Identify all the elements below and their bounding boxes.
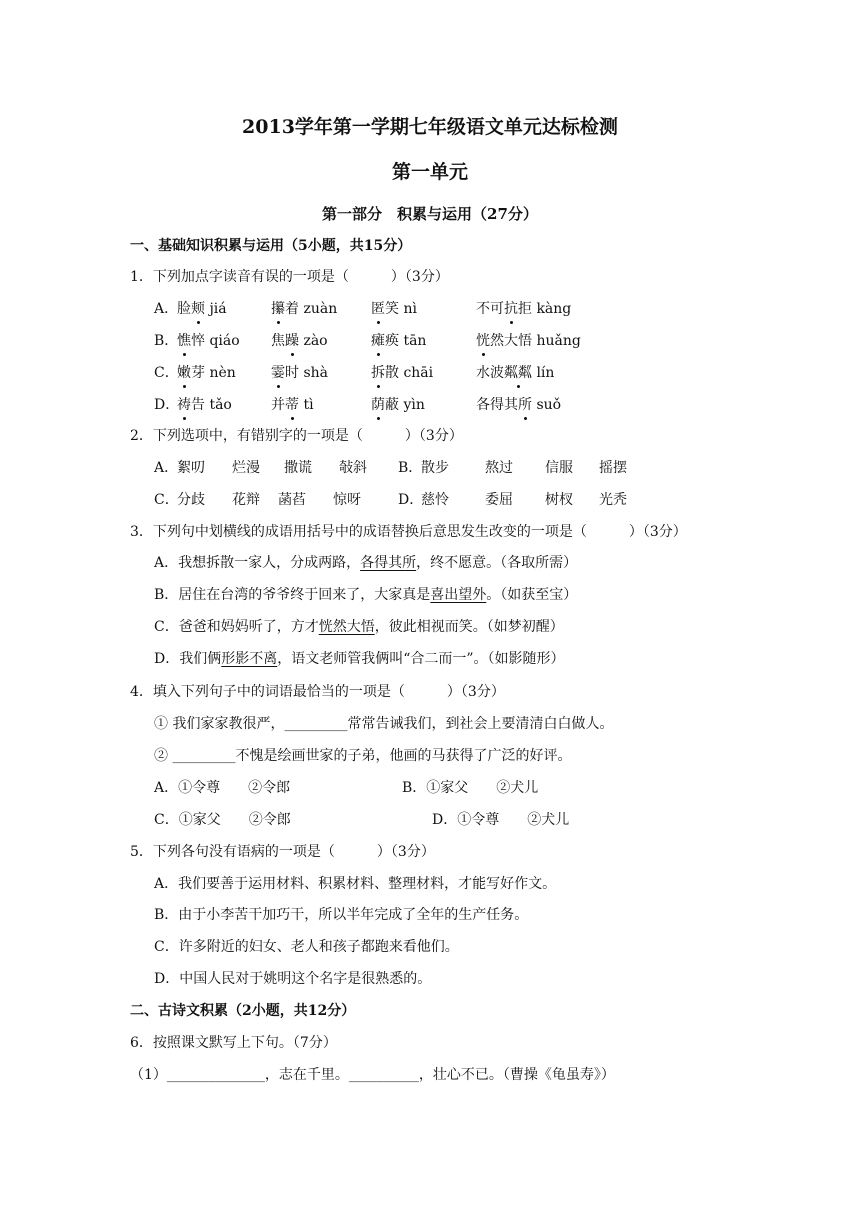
q1-a-item — [371, 299, 417, 319]
item-text: 拒 — [518, 301, 532, 317]
q1-d-item — [476, 395, 561, 415]
q3-c-idiom: 恍然大悟 — [318, 619, 375, 635]
q6-line-1: （1）______________，志在千里。__________，壮心不已。（曹操《龟虽寿》） — [130, 1067, 615, 1083]
q1-stem: 1．下列加点字读音有误的一项是（ ）（3分） — [130, 269, 449, 285]
pinyin: yìn — [399, 397, 425, 413]
q2-option-c-label: C． — [154, 492, 179, 508]
q3-stem: 3．下列句中划横线的成语用括号中的成语替换后意思发生改变的一项是（ ）（3分） — [130, 524, 687, 540]
pinyin: suǒ — [532, 397, 562, 413]
q3-option-c — [154, 617, 564, 637]
q3-a-text: A．我想拆散一家人，分成两路， — [154, 555, 361, 571]
pinyin: jiá — [205, 301, 227, 317]
pinyin: zào — [299, 333, 328, 349]
pinyin: tǎo — [205, 397, 232, 413]
q3-c-tail: ，彼此相视而笑。（如梦初醒） — [374, 619, 564, 635]
q5-option-b: B．由于小李苦干加巧干，所以半年完成了全年的生产任务。 — [154, 907, 529, 923]
pinyin: qiáo — [205, 333, 240, 349]
pinyin: tān — [399, 333, 427, 349]
q3-d-idiom: 形影不离 — [221, 651, 278, 667]
pinyin: nèn — [205, 365, 236, 381]
q2-a-word: 撒谎 — [284, 460, 312, 476]
dotted-character: 嫩 — [177, 365, 191, 381]
unit-title: 第一单元 — [391, 161, 468, 183]
q1-option-a-label: A． — [154, 301, 179, 317]
item-text: 水波 — [476, 365, 504, 381]
q4-option-a: A．①令尊 ②令郎 — [154, 780, 291, 796]
dotted-character: 恍 — [476, 333, 490, 349]
dotted-character: 拆 — [371, 365, 385, 381]
item-text: 并 — [271, 397, 285, 413]
item-text: 各得其 — [476, 397, 518, 413]
q2-b-word: 摇摆 — [599, 460, 627, 476]
q1-c-item — [371, 363, 433, 383]
q1-option-c-label: C． — [154, 365, 179, 381]
pinyin: lín — [532, 365, 555, 381]
q2-d-word: 树杈 — [545, 492, 573, 508]
item-text: 悴 — [191, 333, 205, 349]
q5-option-d: D．中国人民对于姚明这个名字是很熟悉的。 — [154, 971, 432, 987]
q1-b-item — [476, 331, 581, 351]
q3-option-b — [154, 585, 577, 605]
q2-a-word: 烂漫 — [232, 460, 260, 476]
pinyin: zuàn — [299, 301, 338, 317]
q3-d-text: D．我们俩 — [154, 651, 222, 667]
item-text: 时 — [285, 365, 299, 381]
q1-d-item — [177, 395, 232, 415]
part-title: 第一部分 积累与运用（27分） — [322, 205, 538, 223]
q1-a-item — [177, 299, 227, 319]
q2-d-word: 慈怜 — [421, 492, 449, 508]
q3-a-tail: ，终不愿意。（各取所需） — [416, 555, 578, 571]
q3-option-a — [154, 553, 577, 573]
dotted-character: 荫 — [371, 397, 385, 413]
q4-option-d: D．①令尊 ②犬儿 — [432, 812, 570, 828]
item-text: 告 — [191, 397, 205, 413]
item-text: 然大悟 — [490, 333, 532, 349]
q2-c-word: 分歧 — [177, 492, 205, 508]
item-text: 笑 — [385, 301, 399, 317]
dotted-character: 躁 — [285, 333, 299, 349]
q4-stem: 4．填入下列句子中的词语最恰当的一项是（ ）（3分） — [130, 684, 505, 700]
q3-option-d — [154, 649, 565, 669]
q1-a-item — [271, 299, 337, 319]
q5-stem: 5．下列各句没有语病的一项是（ ）（3分） — [130, 844, 435, 860]
q5-option-c: C．许多附近的妇女、老人和孩子都跑来看他们。 — [154, 939, 459, 955]
q2-b-word: 散步 — [421, 460, 449, 476]
q3-c-text: C．爸爸和妈妈听了，方才 — [154, 619, 319, 635]
q2-d-word: 委屈 — [485, 492, 513, 508]
dotted-character: 颊 — [191, 301, 205, 317]
section2-heading: 二、古诗文积累（2小题，共12分） — [130, 1003, 356, 1019]
q4-sentence-2: ② _________不愧是绘画世家的子弟，他画的马获得了广泛的好评。 — [154, 748, 572, 764]
q2-stem: 2．下列选项中，有错别字的一项是（ ）（3分） — [130, 428, 463, 444]
pinyin: huǎng — [532, 333, 581, 349]
q3-a-idiom: 各得其所 — [360, 555, 417, 571]
q3-b-tail: 。（如获至宝） — [486, 587, 578, 603]
q6-stem: 6．按照课文默写上下句。（7分） — [130, 1035, 337, 1051]
item-text: 痪 — [385, 333, 399, 349]
q5-option-a: A．我们要善于运用材料、积累材料、整理材料，才能写好作文。 — [154, 876, 557, 892]
q1-c-item — [177, 363, 236, 383]
q2-option-a-label: A． — [154, 460, 179, 476]
pinyin: chāi — [399, 365, 434, 381]
item-text: 脸 — [177, 301, 191, 317]
q3-d-tail: ，语文老师管我俩叫“合二而一”。（如影随形） — [277, 651, 565, 667]
dotted-character: 霎 — [271, 365, 285, 381]
q1-b-item — [271, 331, 328, 351]
item-text: 着 — [285, 301, 299, 317]
q2-c-word: 花辩 — [232, 492, 260, 508]
q3-b-text: B．居住在台湾的爷爷终于回来了，大家真是 — [154, 587, 431, 603]
q4-option-b: B．①家父 ②犬儿 — [402, 780, 539, 796]
dotted-character: 抗 — [504, 301, 518, 317]
pinyin: tì — [299, 397, 314, 413]
q1-c-item — [476, 363, 554, 383]
dotted-character: 所 — [518, 397, 532, 413]
dotted-character: 瘫 — [371, 333, 385, 349]
section1-heading: 一、基础知识积累与运用（5小题，共15分） — [130, 238, 412, 254]
q4-option-c: C．①家父 ②令郎 — [154, 812, 291, 828]
dotted-character: 粼粼 — [504, 365, 532, 381]
q1-b-item — [371, 331, 426, 351]
q2-c-word: 惊呀 — [333, 492, 361, 508]
item-text: 焦 — [271, 333, 285, 349]
q1-d-item — [271, 395, 314, 415]
pinyin: shà — [299, 365, 328, 381]
q1-option-d-label: D． — [154, 397, 180, 413]
dotted-character: 祷 — [177, 397, 191, 413]
q1-c-item — [271, 363, 328, 383]
exam-title: 2013学年第一学期七年级语文单元达标检测 — [242, 116, 618, 138]
q1-d-item — [371, 395, 425, 415]
q2-option-d-label: D． — [398, 492, 424, 508]
q4-sentence-1: ① 我们家家教很严，_________常常告诫我们，到社会上要清清白白做人。 — [154, 716, 614, 732]
q1-option-b-label: B． — [154, 333, 179, 349]
dotted-character: 蒂 — [285, 397, 299, 413]
item-text: 散 — [385, 365, 399, 381]
dotted-character: 攥 — [271, 301, 285, 317]
q3-b-idiom: 喜出望外 — [430, 587, 487, 603]
dotted-character: 匿 — [371, 301, 385, 317]
dotted-character: 憔 — [177, 333, 191, 349]
pinyin: nì — [399, 301, 417, 317]
q2-c-word: 菡萏 — [278, 492, 306, 508]
q2-b-word: 信服 — [545, 460, 573, 476]
q2-d-word: 光秃 — [599, 492, 627, 508]
pinyin: kàng — [532, 301, 572, 317]
q1-a-item — [476, 299, 571, 319]
q1-b-item — [177, 331, 240, 351]
q2-a-word: 絮叨 — [177, 460, 205, 476]
q2-a-word: 敧斜 — [339, 460, 367, 476]
item-text: 不可 — [476, 301, 504, 317]
item-text: 芽 — [191, 365, 205, 381]
q2-option-b-label: B． — [398, 460, 423, 476]
item-text: 蔽 — [385, 397, 399, 413]
q2-b-word: 熬过 — [485, 460, 513, 476]
